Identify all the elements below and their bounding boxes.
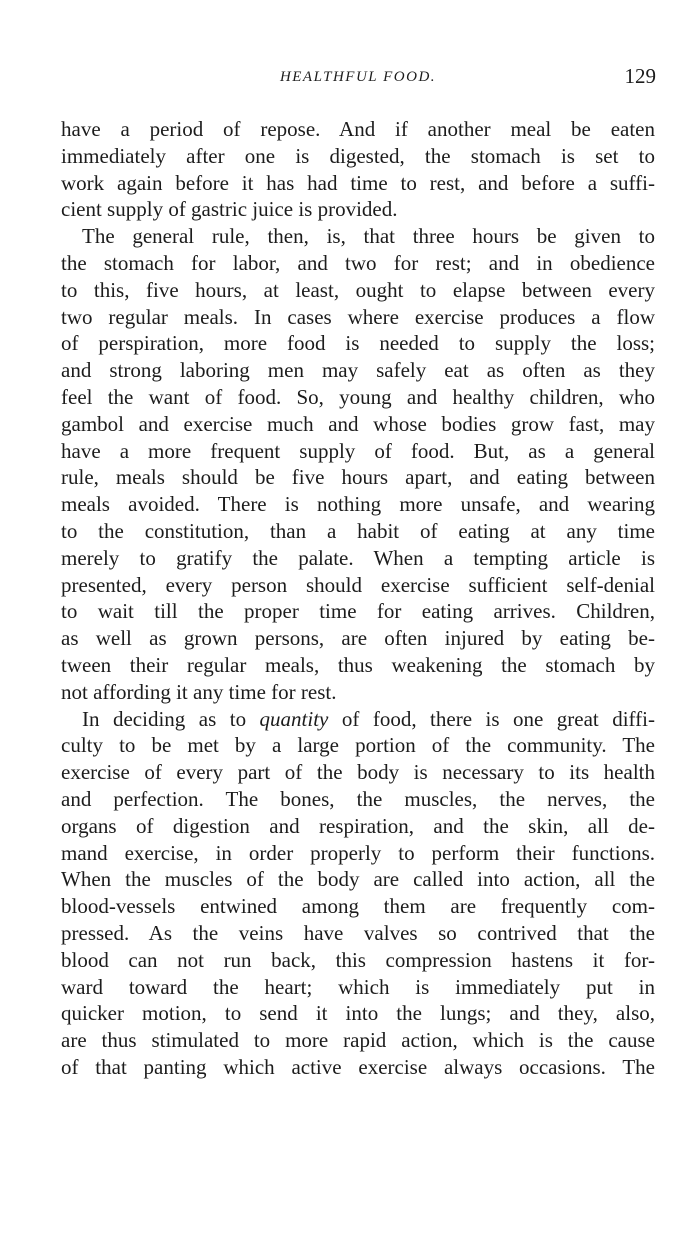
text-line: mand exercise, in order properly to perform their functions. [61,840,655,865]
text-line: have a more frequent supply of food. But, as a general [61,438,655,463]
text-run: In deciding as to [82,706,260,731]
text-line: tween their regular meals, thus weakening the stomach by [61,652,655,677]
text-line: not affording it any time for rest. [61,679,337,704]
text-line: and perfection. The bones, the muscles, the nerves, the [61,786,655,811]
text-line: organs of digestion and respiration, and the skin, all de- [61,813,655,838]
text-line: the stomach for labor, and two for rest; and in obedience [61,250,655,275]
text-line: of perspiration, more food is needed to supply the loss; [61,331,655,356]
text-line: gambol and exercise much and whose bodies grow fast, may [61,411,655,436]
running-head-title: HEALTHFUL FOOD. [279,69,437,85]
text-line: of that panting which active exercise always occasions. The [61,1054,655,1079]
text-line: meals avoided. There is nothing more unsafe, and wearing [61,492,655,517]
text-line: The general rule, then, is, that three hours be given to [82,224,655,249]
paragraph [61,223,655,705]
text-line: merely to gratify the palate. When a tempting article is [61,545,655,570]
page-number: 129 [624,64,656,88]
text-line: rule, meals should be five hours apart, and eating between [61,465,655,490]
paragraph [61,116,655,223]
text-line: have a period of repose. And if another meal be eaten [61,117,655,141]
text-line: When the muscles of the body are called into action, all the [61,867,655,892]
text-line: quicker motion, to send it into the lungs; and they, also, [61,1001,655,1026]
text-line: pressed. As the veins have valves so contrived that the [61,920,655,945]
text-line: and strong laboring men may safely eat as often as they [61,358,655,383]
text-line: exercise of every part of the body is necessary to its health [61,760,655,785]
text-line: work again before it has had time to rest, and before a suffi- [61,170,655,195]
text-line [61,706,655,733]
text-line: to the constitution, than a habit of eating at any time [61,518,655,543]
text-run: of food, there is one great diffi- [328,706,655,731]
text-line: two regular meals. In cases where exercise produces a flow [61,304,655,329]
running-head [60,64,656,92]
text-line: to this, five hours, at least, ought to elapse between every [61,277,655,302]
text-line: as well as grown persons, are often injured by eating be- [61,626,655,651]
text-line: ward toward the heart; which is immediately put in [61,974,655,999]
text-line: immediately after one is digested, the stomach is set to [61,143,655,168]
emphasis-quantity: quantity [259,706,329,731]
text-line: blood can not run back, this compression hastens it for- [61,947,655,972]
text-line: to wait till the proper time for eating arrives. Children, [61,599,655,624]
text-line: feel the want of food. So, young and healthy children, who [61,384,655,409]
body-text [61,116,655,1081]
paragraph [61,706,655,1081]
text-line: cient supply of gastric juice is provided. [61,197,398,222]
text-line: presented, every person should exercise sufficient self-denial [61,572,655,597]
text-line: blood-vessels entwined among them are frequently com- [61,894,655,919]
text-line: culty to be met by a large portion of the community. The [61,733,655,758]
text-line: are thus stimulated to more rapid action, which is the cause [61,1028,655,1053]
